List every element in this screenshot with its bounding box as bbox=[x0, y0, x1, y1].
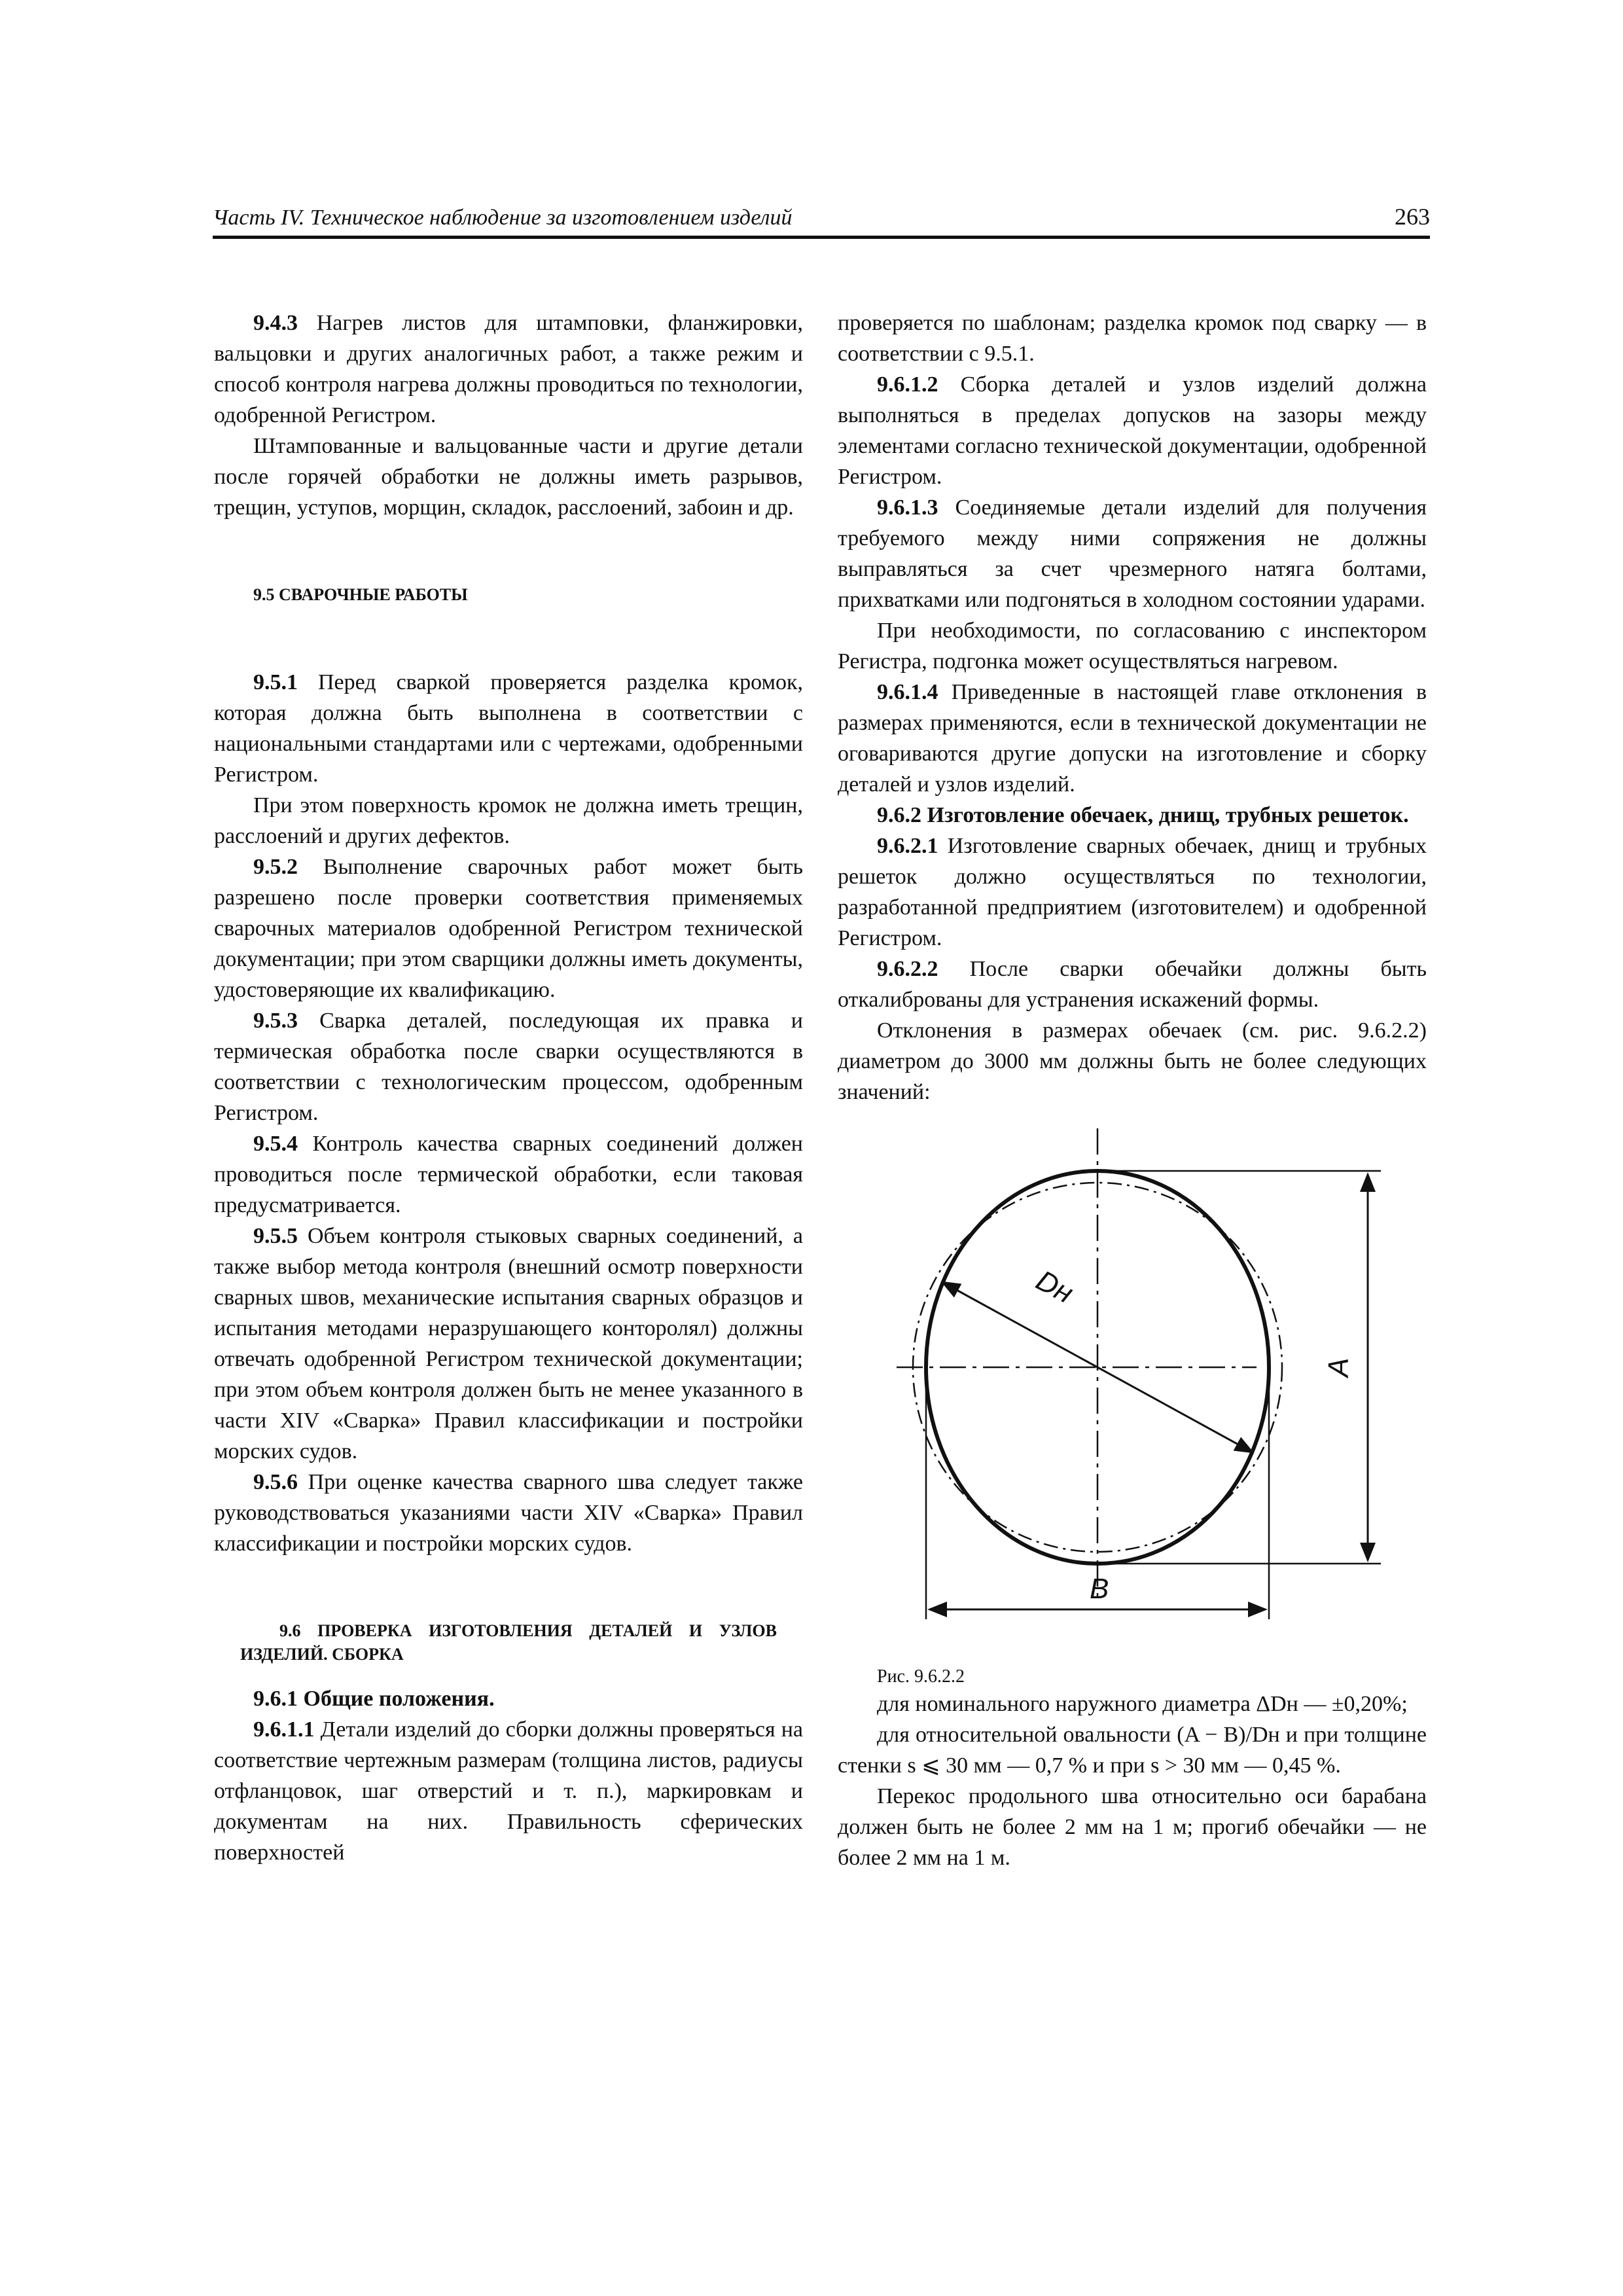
paragraph-9-6-1-2: 9.6.1.2 Сборка деталей и узлов изделий должна выполняться в пределах допусков на зазоры между элементами согласно технической документации, одобренной Регистром. bbox=[838, 372, 1427, 489]
paragraph-9-5-6: 9.5.6 При оценке качества сварного шва следует также руководствоваться указаниями части XIV «Сварка» Правил классификации и постройки морских судов. bbox=[214, 1470, 803, 1556]
figure-caption: Рис. 9.6.2.2 bbox=[877, 1666, 965, 1687]
ovality-diagram bbox=[838, 1115, 1427, 1665]
paragraph-9-5-3: 9.5.3 Сварка деталей, последующая их правка и термическая обработка после сварки осуществляются в соответствии с технологическим процессом, одобренным Регистром. bbox=[214, 1009, 803, 1125]
list-item: для номинального наружного диаметра ΔDн — ±0,20%; bbox=[877, 1692, 1408, 1716]
figure-shell-ovality bbox=[838, 1115, 1427, 1665]
paragraph: При этом поверхность кромок не должна иметь трещин, расслоений и других дефектов. bbox=[214, 793, 803, 848]
section-heading-9-6: 9.6 ПРОВЕРКА ИЗГОТОВЛЕНИЯ ДЕТАЛЕЙ И УЗЛОВ ИЗДЕЛИЙ. СБОРКА bbox=[240, 1621, 777, 1664]
paragraph-9-6-1-4: 9.6.1.4 Приведенные в настоящей главе отклонения в размерах применяются, если в технической документации не оговариваются другие допуски на изготовление и сборку деталей и узлов изделий. bbox=[838, 680, 1427, 797]
diameter-label: Dн bbox=[1031, 1264, 1079, 1310]
paragraph-9-5-4: 9.5.4 Контроль качества сварных соединений должен проводиться после термической обработки, если таковая предусматривается. bbox=[214, 1132, 803, 1217]
right-column bbox=[838, 308, 1427, 1873]
paragraph: Перекос продольного шва относительно оси барабана должен быть не более 2 мм на 1 м; прогиб обечайки — не более 2 мм на 1 м. bbox=[838, 1784, 1427, 1870]
subsection-9-6-1: 9.6.1 Общие положения. bbox=[253, 1687, 495, 1711]
paragraph-9-6-2-2: 9.6.2.2 После сварки обечайки должны быть откалиброваны для устранения искажений формы. bbox=[838, 957, 1427, 1012]
paragraph-9-6-1-3: 9.6.1.3 Соединяемые детали изделий для получения требуемого между ними сопряжения не должны выправляться за счет чрезмерного натяга болтами, прихватками или подгоняться в холодном состоянии ударами. bbox=[838, 495, 1427, 612]
paragraph: Штампованные и вальцованные части и другие детали после горячей обработки не должны иметь разрывов, трещин, уступов, морщин, складок, расслоений, забоин и др. bbox=[214, 434, 803, 520]
paragraph-9-5-5: 9.5.5 Объем контроля стыковых сварных соединений, а также выбор метода контроля (внешний осмотр поверхности сварных швов, механические испытания сварных образцов и испытания методами неразрушающего конторолял) должны отвечать одобренной Регистром технической документации; при этом объем контроля должен быть не менее указанного в части XIV «Сварка» Правил классификации и постройки морских судов. bbox=[214, 1224, 803, 1463]
header-title: Часть IV. Техническое наблюдение за изготовлением изделий bbox=[213, 206, 793, 230]
paragraph: При необходимости, по согласованию с инспектором Регистра, подгонка может осуществляться нагревом. bbox=[838, 619, 1427, 673]
paragraph-continued: проверяется по шаблонам; разделка кромок под сварку — в соответствии с 9.5.1. bbox=[838, 311, 1427, 366]
paragraph-9-6-1-1: 9.6.1.1 Детали изделий до сборки должны проверяться на соответствие чертежным размерам (толщина листов, радиусы отфланцовок, шаг отверстий и т. п.), маркировкам и документам на них. Правильность сферических поверхностей bbox=[214, 1717, 803, 1865]
left-column bbox=[214, 308, 803, 1868]
paragraph-9-5-2: 9.5.2 Выполнение сварочных работ может быть разрешено после проверки соответствия применяемых сварочных материалов одобренной Регистром технической документации; при этом сварщики должны иметь документы, удостоверяющие их квалификацию. bbox=[214, 855, 803, 1002]
dimension-b-label: B bbox=[1090, 1573, 1109, 1605]
clause-number: 9.4.3 bbox=[253, 311, 298, 335]
section-heading-9-5: 9.5 СВАРОЧНЫЕ РАБОТЫ bbox=[253, 585, 468, 604]
paragraph: Отклонения в размерах обечаек (см. рис. 9.6.2.2) диаметром до 3000 мм должны быть не более следующих значений: bbox=[838, 1018, 1427, 1104]
paragraph-9-6-2-1: 9.6.2.1 Изготовление сварных обечаек, днищ и трубных решеток должно осуществляться по технологии, разработанной предприятием (изготовителем) и одобренной Регистром. bbox=[838, 834, 1427, 950]
subsection-9-6-2: 9.6.2 Изготовление обечаек, днищ, трубных решеток. bbox=[877, 803, 1409, 827]
dimension-a-label: A bbox=[1323, 1357, 1355, 1377]
page-number: 263 bbox=[1395, 204, 1430, 230]
list-item: для относительной овальности (A − B)/Dн и при толщине стенки s ⩽ 30 мм — 0,7 % и при s > 30 мм — 0,45 %. bbox=[838, 1723, 1427, 1778]
running-header bbox=[213, 195, 1430, 239]
paragraph-9-5-1: 9.5.1 Перед сваркой проверяется разделка кромок, которая должна быть выполнена в соответствии с национальными стандартами или с чертежами, одобренными Регистром. bbox=[214, 670, 803, 787]
paragraph-9-4-3: 9.4.3 Нагрев листов для штамповки, фланжировки, вальцовки и других аналогичных работ, а также режим и способ контроля нагрева должны проводиться по технологии, одобренной Регистром. bbox=[214, 311, 803, 427]
